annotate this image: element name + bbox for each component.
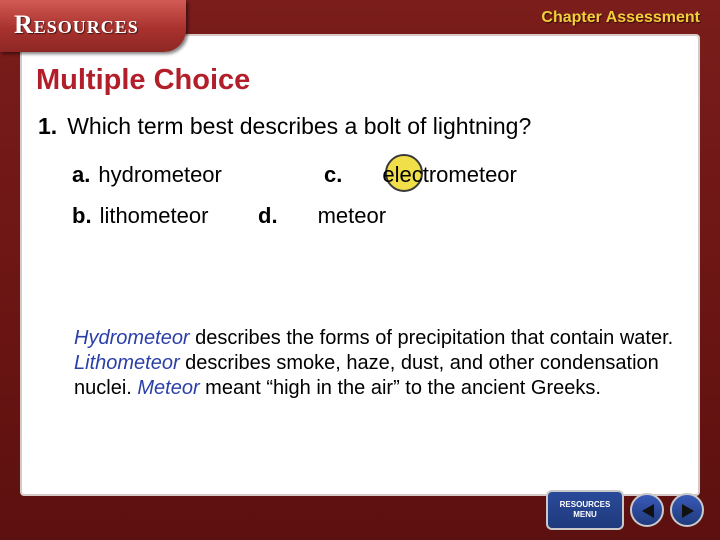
explanation-term-lithometeor: Lithometeor (74, 352, 180, 374)
triangle-right-icon (679, 502, 697, 520)
section-title: Multiple Choice (36, 64, 251, 96)
resources-header-tab (0, 0, 186, 52)
content-panel (20, 34, 700, 496)
question-text (38, 113, 531, 140)
option-b-letter: b. (72, 203, 92, 228)
option-c[interactable] (324, 162, 517, 188)
question-number: 1. (38, 113, 58, 139)
answer-explanation (74, 326, 674, 401)
question-prompt: Which term best describes a bolt of lightning? (67, 113, 532, 139)
previous-button[interactable] (630, 493, 664, 527)
option-c-text: electrometeor (382, 162, 517, 187)
resources-menu-label-line1: RESOURCES (559, 500, 611, 509)
explanation-text-2: describes smoke, haze, dust, and other condensation nuclei. (74, 352, 659, 399)
option-c-letter: c. (324, 162, 343, 187)
chapter-assessment-label: Chapter Assessment (541, 9, 700, 26)
explanation-text-3: meant “high in the air” to the ancient Greeks. (199, 377, 601, 399)
resources-title: Resources (14, 10, 139, 39)
option-a[interactable] (72, 162, 222, 188)
next-button[interactable] (670, 493, 704, 527)
resources-menu-button[interactable] (546, 490, 624, 530)
option-d-text: meteor (317, 203, 387, 228)
option-b-text: lithometeor (99, 203, 209, 228)
option-a-letter: a. (72, 162, 91, 187)
explanation-term-meteor: Meteor (137, 377, 200, 399)
triangle-left-icon (639, 502, 657, 520)
option-b[interactable] (72, 203, 208, 229)
explanation-text-1: describes the forms of precipitation that contain water. (189, 327, 674, 349)
resources-menu-label-line2: MENU (573, 510, 597, 519)
explanation-term-hydrometeor: Hydrometeor (74, 327, 190, 349)
option-d[interactable] (258, 203, 386, 229)
option-d-letter: d. (258, 203, 278, 228)
option-a-text: hydrometeor (98, 162, 222, 187)
